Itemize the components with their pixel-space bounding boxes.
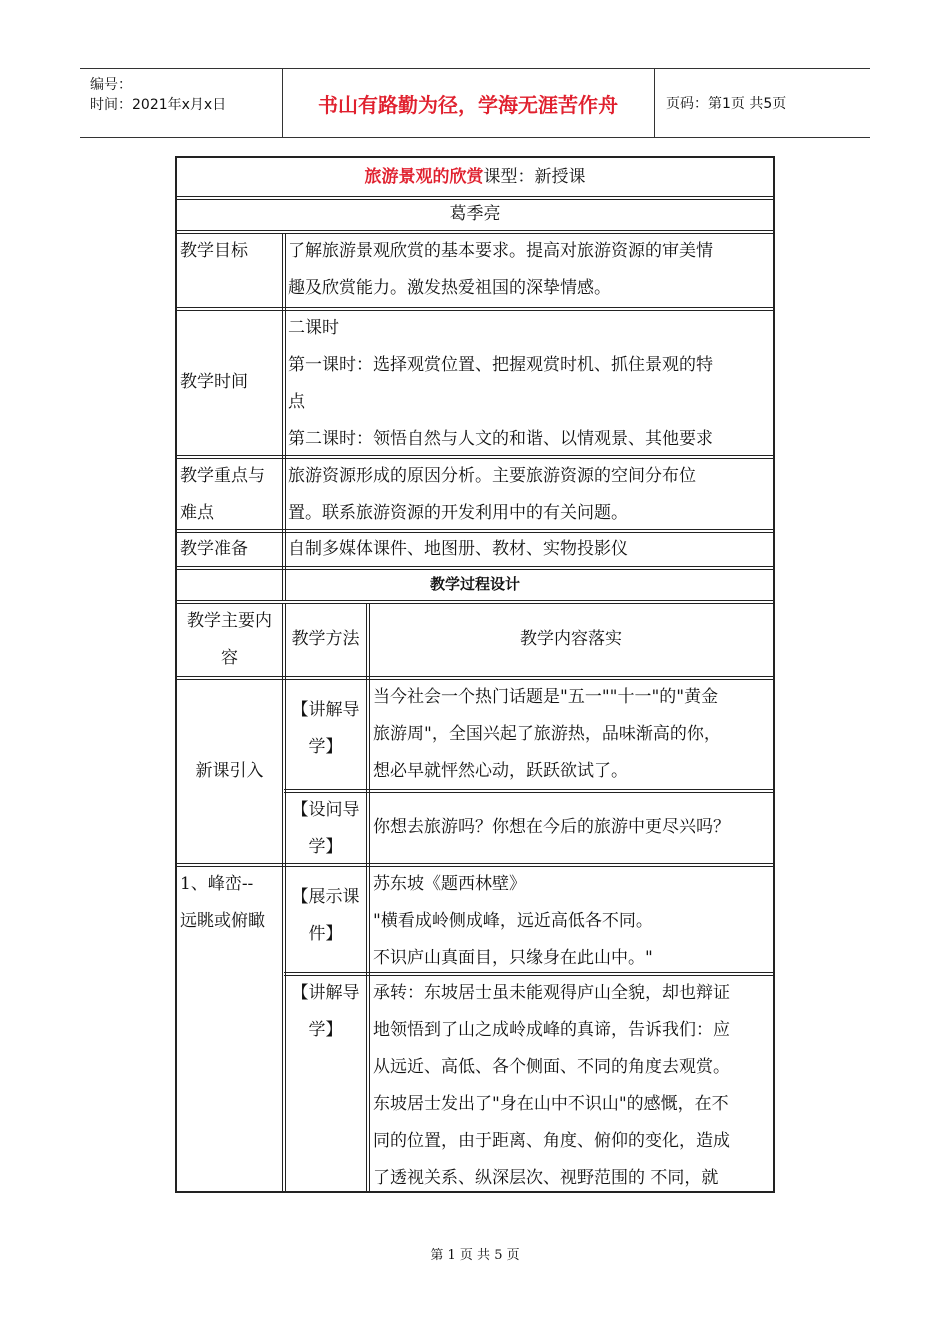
- text-line: 教学主要内: [187, 611, 272, 631]
- text-line: 不识庐山真面目，只缘身在此山中。": [373, 948, 653, 968]
- header-page-info: 页码：第1页 共5页: [666, 96, 787, 112]
- content-cell: [373, 679, 773, 790]
- text-line: 点: [288, 392, 305, 412]
- text-line: 当今社会一个热门话题是"五一""十一"的"黄金: [373, 687, 719, 707]
- row-label-objectives: 教学目标: [180, 241, 248, 261]
- text-line: 第二课时：领悟自然与人文的和谐、以情观景、其他要求: [288, 429, 713, 449]
- text-line: 容: [221, 648, 238, 668]
- text-line: 【设问导: [291, 800, 360, 820]
- column-header-content: 教学内容落实: [520, 629, 622, 649]
- topic-intro: 新课引入: [195, 760, 264, 781]
- text-line: "横看成岭侧成峰，远近高低各不同。: [373, 911, 653, 931]
- text-line: 1、峰峦--: [180, 874, 254, 894]
- column-header-method: 教学方法: [291, 629, 360, 649]
- text-line: 旅游周"，全国兴起了旅游热，品味渐高的你，: [373, 724, 721, 744]
- text-line: 趣及欣赏能力。激发热爱祖国的深挚情感。: [288, 278, 611, 298]
- text-line: 【展示课: [291, 887, 360, 907]
- text-line: 地领悟到了山之成岭成峰的真谛，告诉我们：应: [373, 1020, 730, 1040]
- content-cell: [373, 975, 773, 1197]
- content-cell: [373, 866, 773, 977]
- header-divider: [654, 69, 655, 137]
- row-content-time: [288, 310, 773, 458]
- method-cell: [285, 792, 366, 866]
- text-line: 学】: [308, 837, 343, 857]
- row-content-preparation: 自制多媒体课件、地图册、教材、实物投影仪: [288, 538, 628, 559]
- text-line: 远眺或俯瞰: [180, 911, 265, 931]
- text-line: 东坡居士发出了"身在山中不识山"的感慨，在不: [373, 1094, 729, 1114]
- text-line: 件】: [308, 924, 343, 944]
- text-line: 置。联系旅游资源的开发利用中的有关问题。: [288, 503, 628, 523]
- row-content-objectives: [288, 233, 773, 307]
- text-line: 了透视关系、纵深层次、视野范围的 不同，就: [373, 1168, 719, 1188]
- method-cell: [285, 975, 366, 1049]
- text-line: 苏东坡《题西林壁》: [373, 874, 526, 894]
- teacher-name: 葛季亮: [449, 204, 501, 224]
- method-cell: [285, 879, 366, 953]
- method-cell: [285, 692, 366, 766]
- row-label-preparation: 教学准备: [180, 538, 248, 559]
- text-line: 学】: [308, 1020, 343, 1040]
- document-header: [80, 68, 870, 138]
- page-footer: 第 1 页 共 5 页: [430, 1248, 520, 1263]
- column-header-main-content: [177, 603, 282, 677]
- lesson-type: 课型：新授课: [483, 166, 586, 187]
- code-label: 编号：: [90, 77, 132, 93]
- text-line: 想必早就怦然心动，跃跃欲试了。: [373, 761, 628, 781]
- text-line: 二课时: [288, 318, 339, 338]
- topic-peaks: [180, 866, 282, 940]
- time-label: 时间：2021年x月x日: [90, 97, 227, 113]
- row-label-keypoints: [180, 458, 280, 532]
- lesson-title: 旅游景观的欣赏: [364, 166, 484, 187]
- text-line: 难点: [180, 503, 214, 523]
- text-line: 从远近、高低、各个侧面、不同的角度去观赏。: [373, 1057, 730, 1077]
- header-meta: [90, 75, 226, 115]
- lesson-title-row: [177, 158, 773, 196]
- lesson-plan-table: [175, 156, 775, 1193]
- content-cell: 你想去旅游吗？你想在今后的旅游中更尽兴吗？: [373, 817, 730, 837]
- text-line: 学】: [308, 737, 343, 757]
- text-line: 同的位置，由于距离、角度、俯仰的变化，造成: [373, 1131, 730, 1151]
- text-line: 【讲解导: [291, 700, 360, 720]
- text-line: 了解旅游景观欣赏的基本要求。提高对旅游资源的审美情: [288, 241, 713, 261]
- header-motto: 书山有路勤为径，学海无涯苦作舟: [318, 92, 618, 117]
- process-section-title: 教学过程设计: [429, 575, 520, 593]
- text-line: 承转：东坡居士虽未能观得庐山全貌，却也辩证: [373, 983, 730, 1003]
- text-line: 教学重点与: [180, 466, 265, 486]
- text-line: 【讲解导: [291, 983, 360, 1003]
- row-label-time: 教学时间: [180, 372, 248, 392]
- row-content-keypoints: [288, 458, 773, 532]
- text-line: 旅游资源形成的原因分析。主要旅游资源的空间分布位: [288, 466, 696, 486]
- text-line: 第一课时：选择观赏位置、把握观赏时机、抓住景观的特: [288, 355, 713, 375]
